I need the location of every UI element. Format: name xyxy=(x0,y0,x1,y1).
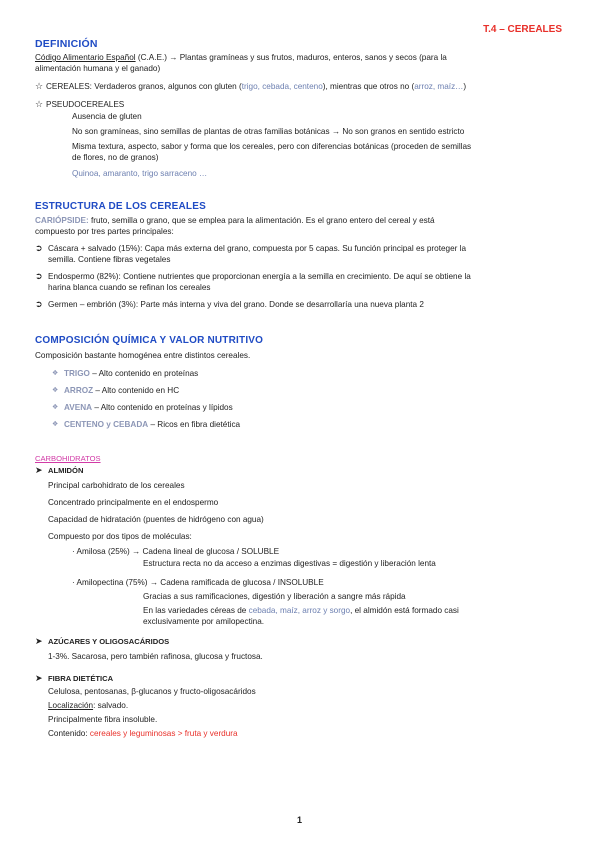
arrow-bullet-icon: ➤ xyxy=(35,465,43,475)
cereales-end: ) xyxy=(463,82,467,91)
arrow-bullet-icon: ➤ xyxy=(35,636,43,646)
part-item-line2: semilla. Contiene fibras vegetales xyxy=(48,255,171,264)
cereal-name: ARROZ xyxy=(64,386,94,395)
arrow-right-icon: ➲ xyxy=(35,243,43,253)
almidon-line: Compuesto por dos tipos de moléculas: xyxy=(48,532,192,541)
cereal-desc: – Alto contenido en proteínas xyxy=(89,369,199,378)
fibra-loc-text: : salvado. xyxy=(93,701,129,710)
amilopectina-detail xyxy=(143,606,459,616)
cereal-desc: – Alto contenido en HC xyxy=(93,386,180,395)
fibra-loc-label: Localización xyxy=(48,701,94,710)
amilopectina-detail: exclusivamente por amilopectina. xyxy=(143,617,265,626)
fibra-line: Celulosa, pentosanas, β-glucanos y fructo-oligosacáridos xyxy=(48,687,256,696)
cariopside-label: CARIÓPSIDE: xyxy=(35,216,89,225)
cereal-desc: – Ricos en fibra dietética xyxy=(148,420,241,429)
diamond-bullet-icon: ❖ xyxy=(52,387,59,394)
pseudo-item: de flores, no de granos) xyxy=(72,153,159,162)
composicion-intro: Composición bastante homogénea entre distintos cereales. xyxy=(35,351,251,360)
pseudo-item: Misma textura, aspecto, sabor y forma que los cereales, pero con diferencias botánicas (proceden de semillas xyxy=(72,142,472,151)
diamond-bullet-icon: ❖ xyxy=(52,370,59,377)
fibra-line: Principalmente fibra insoluble. xyxy=(48,715,158,724)
cereales-text: CEREALES: Verdaderos granos, algunos con gluten ( xyxy=(46,82,242,91)
cereal-desc: – Alto contenido en proteínas y lípidos xyxy=(92,403,233,412)
cariopside-definition xyxy=(35,216,435,226)
part-item-line2: harina blanca cuando se refinan los cereales xyxy=(48,283,211,292)
amilosa-line: · Amilosa (25%) → Cadena lineal de glucosa / SOLUBLE xyxy=(72,547,280,556)
part-item: Germen – embrión (3%): Parte más interna y viva del grano. Donde se desarrollaría una nueva planta 2 xyxy=(48,300,424,309)
fibra-cont-label: Contenido: xyxy=(48,729,90,738)
amilopectina-detail: Gracias a sus ramificaciones, digestión y liberación a sangre más rápida xyxy=(143,592,406,601)
cae-label: Código Alimentario Español xyxy=(35,53,136,62)
cereal-name: TRIGO xyxy=(64,369,90,378)
waxy-varieties: cebada, maíz, arroz y sorgo xyxy=(248,606,351,615)
arrow-right-icon: ➲ xyxy=(35,299,43,309)
section-title-estructura: ESTRUCTURA DE LOS CEREALES xyxy=(35,201,206,212)
arrow-bullet-icon: ➤ xyxy=(35,673,43,683)
cae-text: (C.A.E.) → Plantas gramíneas y sus frutos, maduros, enteros, sanos y secos (para la xyxy=(135,53,447,62)
star-icon: ☆ xyxy=(35,99,44,109)
cereales-definition xyxy=(46,82,466,92)
amilopectina-detail-c: , el almidón está formado casi xyxy=(350,606,459,615)
topic-title: T.4 – CEREALES xyxy=(483,24,562,35)
azucares-title: AZÚCARES Y OLIGOSACÁRIDOS xyxy=(48,637,170,646)
cereales-mid: ), mientras que otros no ( xyxy=(322,82,415,91)
part-item: Cáscara + salvado (15%): Capa más externa del grano, compuesta por 5 capas. Su función principal es proteger la xyxy=(48,244,467,253)
azucares-text: 1-3%. Sacarosa, pero también rafinosa, glucosa y fructosa. xyxy=(48,652,263,661)
cereal-item xyxy=(64,420,240,430)
pseudo-examples: Quinoa, amaranto, trigo sarraceno … xyxy=(72,169,208,178)
no-gluten-cereals: arroz, maíz… xyxy=(414,82,464,91)
almidon-line: Principal carbohidrato de los cereales xyxy=(48,481,185,490)
part-item: Endospermo (82%): Contiene nutrientes que proporcionan energía a la semilla en crecimiento. De aquí se obtiene la xyxy=(48,272,471,281)
cariopside-text: fruto, semilla o grano, que se emplea para la alimentación. Es el grano entero del cereal y está xyxy=(88,216,435,225)
cereal-name: AVENA xyxy=(64,403,93,412)
almidon-title: ALMIDÓN xyxy=(48,466,84,475)
page-number: 1 xyxy=(296,815,302,825)
section-title-definicion: DEFINICIÓN xyxy=(35,38,98,50)
cereal-item xyxy=(64,403,233,413)
star-icon: ☆ xyxy=(35,81,44,91)
amilopectina-line: · Amilopectina (75%) → Cadena ramificada de glucosa / INSOLUBLE xyxy=(72,578,324,587)
arrow-right-icon: ➲ xyxy=(35,271,43,281)
gluten-cereals: trigo, cebada, centeno xyxy=(241,82,323,91)
almidon-line: Concentrado principalmente en el endospermo xyxy=(48,498,219,507)
pseudo-item: Ausencia de gluten xyxy=(72,112,142,121)
cae-definition xyxy=(35,53,447,63)
diamond-bullet-icon: ❖ xyxy=(52,421,59,428)
amilosa-detail: Estructura recta no da acceso a enzimas digestivas = digestión y liberación lenta xyxy=(143,559,436,568)
amilopectina-detail-a: En las variedades céreas de xyxy=(143,606,249,615)
diamond-bullet-icon: ❖ xyxy=(52,404,59,411)
fibra-contenido xyxy=(48,729,238,739)
cariopside-line2: compuesto por tres partes principales: xyxy=(35,227,174,236)
pseudocereales-title: PSEUDOCEREALES xyxy=(46,100,125,109)
almidon-line: Capacidad de hidratación (puentes de hidrógeno con agua) xyxy=(48,515,264,524)
cereal-item xyxy=(64,369,198,379)
pseudo-item: No son gramíneas, sino semillas de plantas de otras familias botánicas → No son granos en sentido estricto xyxy=(72,127,465,136)
fibra-title: FIBRA DIETÉTICA xyxy=(48,674,114,683)
cereal-item xyxy=(64,386,179,396)
subsection-title-carbohidratos: CARBOHIDRATOS xyxy=(35,454,101,463)
cereal-name: CENTENO y CEBADA xyxy=(64,420,149,429)
cae-definition-line2: alimentación humana y el ganado) xyxy=(35,64,161,73)
fibra-localizacion xyxy=(48,701,128,711)
fibra-cont-text: cereales y leguminosas > fruta y verdura xyxy=(89,729,238,738)
section-title-composicion: COMPOSICIÓN QUÍMICA Y VALOR NUTRITIVO xyxy=(35,335,264,346)
